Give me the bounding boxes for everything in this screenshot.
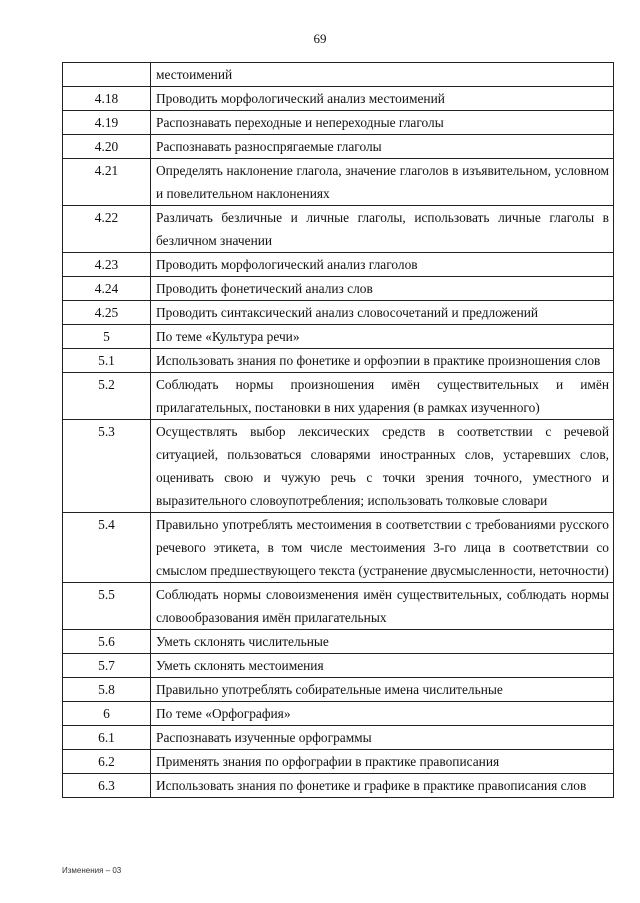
row-text: По теме «Орфография» <box>151 702 614 726</box>
row-text: Применять знания по орфографии в практике правописания <box>151 750 614 774</box>
table-row <box>63 135 614 159</box>
row-number: 6 <box>63 702 151 726</box>
row-number: 5.7 <box>63 654 151 678</box>
page-number: 69 <box>313 31 327 46</box>
row-text: Различать безличные и личные глаголы, использовать личные глаголы в безличном значении <box>151 206 614 253</box>
table-row <box>63 726 614 750</box>
table-row <box>63 111 614 135</box>
table-row <box>63 702 614 726</box>
table-row <box>63 750 614 774</box>
row-text: Правильно употреблять собирательные имена числительные <box>151 678 614 702</box>
requirements-table <box>62 62 614 798</box>
table-row <box>63 325 614 349</box>
table-row <box>63 277 614 301</box>
table-row <box>63 654 614 678</box>
row-text: Проводить морфологический анализ местоимений <box>151 87 614 111</box>
table-row <box>63 63 614 87</box>
row-text: Осуществлять выбор лексических средств в соответствии с речевой ситуацией, пользоваться словарями иностранных слов, устаревших слов, оценивать свою и чужую речь с точки зрения точного, уместного и выразительного словоупотребления; использовать толковые словари <box>151 420 614 513</box>
row-text: Использовать знания по фонетике и орфоэпии в практике произношения слов <box>151 349 614 373</box>
table-row <box>63 583 614 630</box>
row-number: 5 <box>63 325 151 349</box>
row-text: Распознавать изученные орфограммы <box>151 726 614 750</box>
row-text: Распознавать разноспрягаемые глаголы <box>151 135 614 159</box>
table-row <box>63 513 614 583</box>
row-text: Соблюдать нормы произношения имён существительных и имён прилагательных, постановки в них ударения (в рамках изученного) <box>151 373 614 420</box>
table-row <box>63 373 614 420</box>
table-row <box>63 630 614 654</box>
table-row <box>63 349 614 373</box>
row-number: 5.6 <box>63 630 151 654</box>
table-row <box>63 253 614 277</box>
row-number: 4.24 <box>63 277 151 301</box>
row-number: 5.2 <box>63 373 151 420</box>
row-number: 4.21 <box>63 159 151 206</box>
row-text: Распознавать переходные и непереходные глаголы <box>151 111 614 135</box>
table-row <box>63 301 614 325</box>
row-number: 4.18 <box>63 87 151 111</box>
table-row <box>63 774 614 798</box>
row-text: Проводить морфологический анализ глаголов <box>151 253 614 277</box>
row-text: Определять наклонение глагола, значение глаголов в изъявительном, условном и повелительном наклонениях <box>151 159 614 206</box>
row-text: По теме «Культура речи» <box>151 325 614 349</box>
row-number: 5.4 <box>63 513 151 583</box>
row-text: Проводить фонетический анализ слов <box>151 277 614 301</box>
row-number <box>63 63 151 87</box>
table-row <box>63 87 614 111</box>
table-row <box>63 159 614 206</box>
row-number: 4.23 <box>63 253 151 277</box>
table-row <box>63 420 614 513</box>
row-number: 4.20 <box>63 135 151 159</box>
row-text: Уметь склонять числительные <box>151 630 614 654</box>
row-text: Правильно употреблять местоимения в соответствии с требованиями русского речевого этикета, в том числе местоимения 3-го лица в соответствии со смыслом предшествующего текста (устранение двусмысленности, неточности) <box>151 513 614 583</box>
row-number: 4.22 <box>63 206 151 253</box>
table-row <box>63 206 614 253</box>
row-number: 5.3 <box>63 420 151 513</box>
row-number: 4.25 <box>63 301 151 325</box>
row-text: Уметь склонять местоимения <box>151 654 614 678</box>
row-text: местоимений <box>151 63 614 87</box>
row-number: 6.1 <box>63 726 151 750</box>
footer-revision-note: Изменения – 03 <box>62 866 122 875</box>
row-number: 5.8 <box>63 678 151 702</box>
table-row <box>63 678 614 702</box>
row-number: 4.19 <box>63 111 151 135</box>
row-text: Проводить синтаксический анализ словосочетаний и предложений <box>151 301 614 325</box>
row-number: 6.2 <box>63 750 151 774</box>
row-number: 6.3 <box>63 774 151 798</box>
row-text: Соблюдать нормы словоизменения имён существительных, соблюдать нормы словообразования имён прилагательных <box>151 583 614 630</box>
row-number: 5.1 <box>63 349 151 373</box>
row-text: Использовать знания по фонетике и графике в практике правописания слов <box>151 774 614 798</box>
row-number: 5.5 <box>63 583 151 630</box>
